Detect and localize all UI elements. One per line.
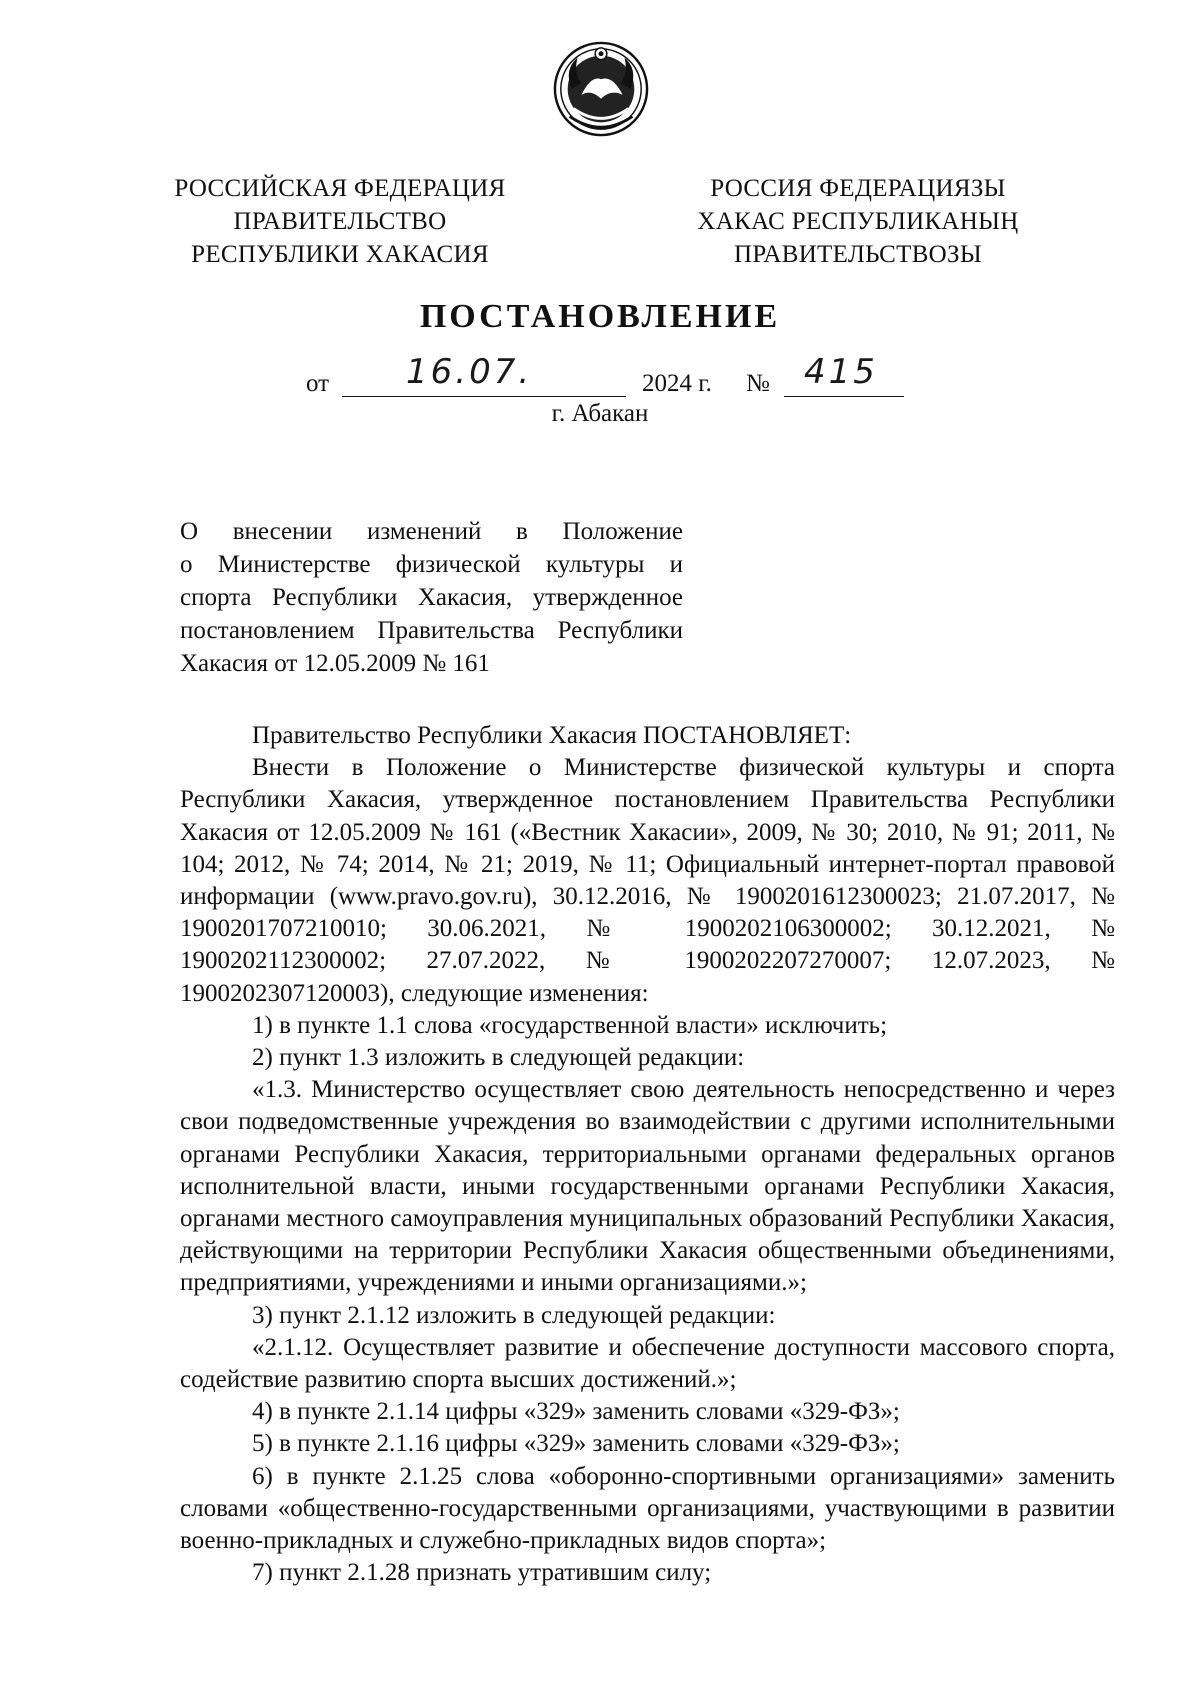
date-underline (342, 396, 626, 397)
amendment-item-5: 5) в пункте 2.1.16 цифры «329» заменить словами «329-ФЗ»; (252, 1430, 900, 1458)
amendment-item-1: 1) в пункте 1.1 слова «государственной власти» исключить; (252, 1011, 888, 1039)
quoted-text-1-3: «1.3. Министерство осуществляет свою деятельность непосредственно и через свои подведомственные учреждения во взаимодействии с другими исполнительными органами Республики Хакасия, территориальными органами федеральных органов исполнительной власти, иными государственными органами Республики Хакасия, органами местного самоуправления муниципальных образований Республики Хакасия, действующими на территории Республики Хакасия общественными объединениями, предприятиями, учреждениями и иными организациями.»; (180, 1076, 1115, 1297)
document-body (180, 720, 1115, 1589)
header-right-line-3: ПРАВИТЕЛЬСТВОЗЫ (734, 241, 982, 268)
subject-line-2: о Министерстве физической культуры и (180, 551, 683, 578)
quoted-text-2-1-12: «2.1.12. Осуществляет развитие и обеспечение доступности массового спорта, содействие развитию спорта высших достижений.»; (180, 1333, 1115, 1394)
resolution-intro: Правительство Республики Хакасия ПОСТАНОВЛЯЕТ: (252, 722, 852, 749)
header-left (150, 172, 530, 271)
city: г. Абакан (551, 400, 649, 427)
number-underline (784, 396, 904, 397)
header-left-line-3: РЕСПУБЛИКИ ХАКАСИЯ (191, 241, 489, 268)
subject-line-1: О внесении изменений в Положение (180, 518, 683, 545)
header-left-line-2: ПРАВИТЕЛЬСТВО (233, 208, 447, 235)
document-title: ПОСТАНОВЛЕНИЕ (419, 298, 781, 335)
header-right-line-1: РОССИЯ ФЕДЕРАЦИЯЗЫ (710, 175, 1006, 202)
amendment-item-6: 6) в пункте 2.1.25 слова «оборонно-спортивными организациями» заменить словами «общественно-государственными организациями, участвующими в развитии военно-прикладных и служебно-прикладных видов спорта»; (180, 1462, 1115, 1555)
subject-line-5: Хакасия от 12.05.2009 № 161 (180, 650, 490, 677)
header-right-line-2: ХАКАС РЕСПУБЛИКАНЫҢ (697, 208, 1019, 235)
date-number-line (306, 352, 906, 406)
amendment-item-3: 3) пункт 2.1.12 изложить в следующей редакции: (252, 1301, 776, 1329)
subject-line-3: спорта Республики Хакасия, утвержденное (180, 584, 683, 611)
from-label: от (306, 370, 330, 397)
header-right (668, 172, 1048, 271)
amendment-item-4: 4) в пункте 2.1.14 цифры «329» заменить словами «329-ФЗ»; (252, 1398, 900, 1426)
document-subject (180, 515, 683, 680)
subject-line-4: постановлением Правительства Республики (180, 617, 683, 644)
header-left-line-1: РОССИЙСКАЯ ФЕДЕРАЦИЯ (174, 175, 506, 202)
coat-of-arms-icon (552, 40, 650, 138)
handwritten-number: 415 (804, 352, 878, 392)
amendment-item-2: 2) пункт 1.3 изложить в следующей редакции: (252, 1044, 745, 1072)
handwritten-date: 16.07. (406, 352, 533, 392)
year-label: 2024 г. (642, 370, 712, 397)
body-paragraph: Внести в Положение о Министерстве физической культуры и спорта Республики Хакасия, утвержденное постановлением Правительства Республики Хакасия от 12.05.2009 № 161 («Вестник Хакасии», 2009, № 30; 2010, № 91; 2011, № 104; 2012, № 74; 2014, № 21; 2019, № 11; Официальный интернет-портал правовой информации (www.pravo.gov.ru), 30.12.2016, № 1900201612300023; 21.07.2017, № 1900201707210010; 30.06.2021, № 1900202106300002; 30.12.2021, № 1900202112300002; 27.07.2022, № 1900202207270007; 12.07.2023, № 1900202307120003), следующие изменения: (180, 754, 1115, 1007)
amendment-item-7: 7) пункт 2.1.28 признать утратившим силу; (252, 1559, 712, 1587)
number-label: № (746, 370, 770, 397)
